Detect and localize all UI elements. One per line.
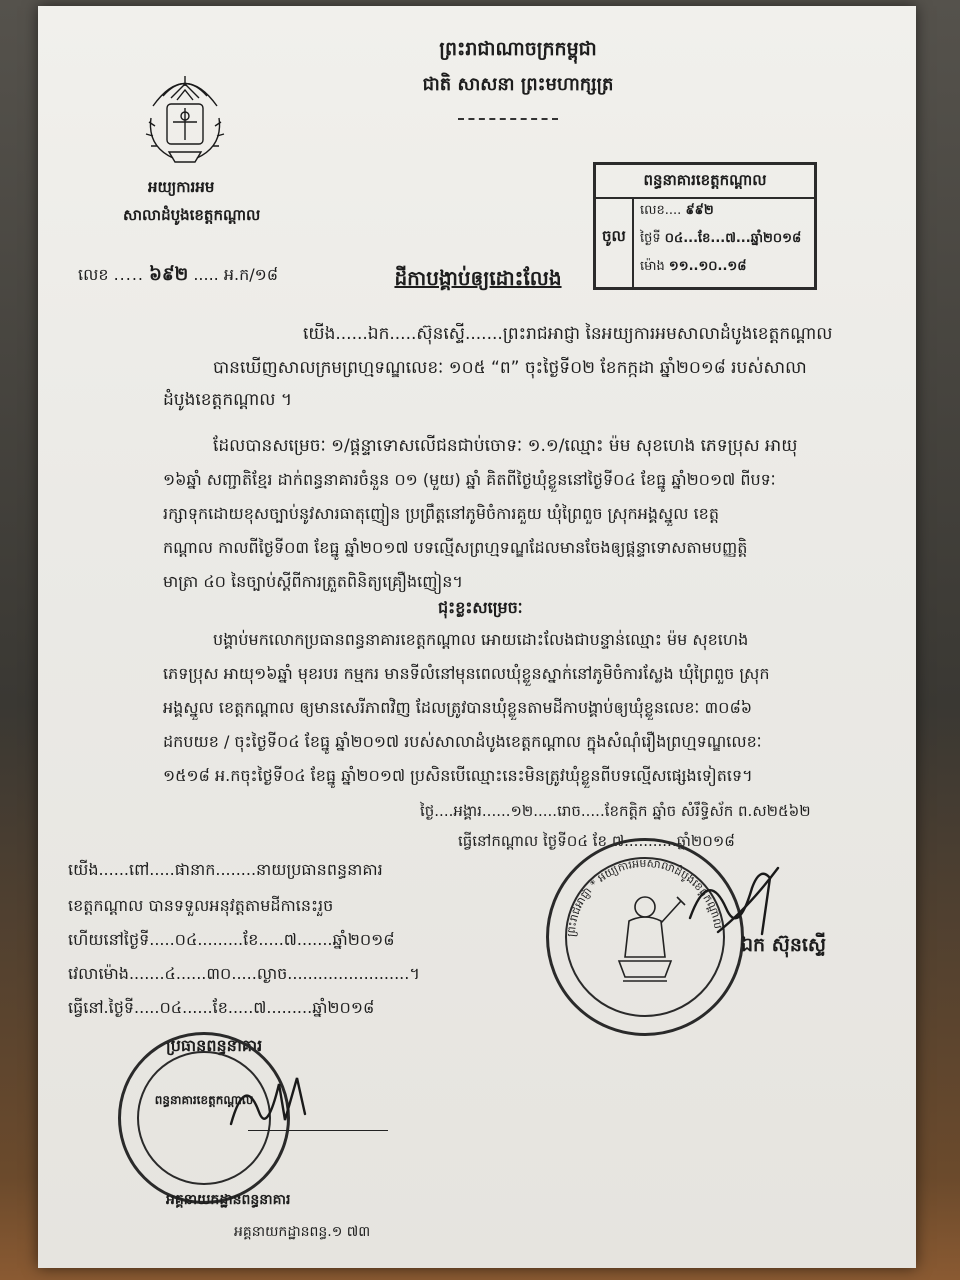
reference-label: លេខ <box>78 265 109 284</box>
receipt-number-row: លេខ.... ៩៩២ <box>640 203 714 218</box>
body-p2-line1: បានឃើញសាលក្រមព្រហ្មទណ្ឌលេខៈ ១០៥ “ព” ចុះថ្ងៃទី០២ ខែកក្កដា ឆ្នាំ២០១៨ របស់សាលា <box>213 358 807 378</box>
reference-suffix: អ.ក/១៨ <box>223 265 279 284</box>
prison-seal-text: ពន្ធនាគារខេត្តកណ្ដាល <box>154 1093 254 1107</box>
document-title: ដីកាបង្គាប់ឲ្យដោះលែង <box>394 266 562 290</box>
receipt-stamp-side-label: ចូល <box>602 227 626 245</box>
body-p3-line4: កណ្ដាល កាលពីថ្ងៃទី០៣ ខែធ្នូ ឆ្នាំ២០១៧ បទល្មើសព្រហ្មទណ្ឌដែលមានចែងឲ្យផ្ដន្ទាទោសតាមបញ្ញត្តិ <box>163 538 748 557</box>
body-p3-line1: ដែលបានសម្រេចៈ ១/ផ្ដន្ទាទោសលើជនជាប់ចោទៈ ១.១/ឈ្មោះ ម៉ម សុខហេង ភេទប្រុស អាយុ <box>213 436 798 456</box>
body-p4-line3: អង្គស្នួល ខេត្តកណ្ដាល ឲ្យមានសេរីភាពវិញ ដែលត្រូវបានឃុំខ្លួនតាមដីកាបង្គាប់ឲ្យឃុំខ្លួនលេខៈ ៣០៨៦ <box>163 698 753 717</box>
receipt-date-row: ថ្ងៃទី ០៤...ខែ...៧...ឆ្នាំ២០១៨ <box>640 231 802 246</box>
ack-line-5: ធ្វើនៅ.ថ្ងៃទី.....០៤......ខែ.....៧.........ឆ្នាំ២០១៨ <box>68 998 375 1017</box>
body-p3-line5: មាត្រា ៤០ នៃច្បាប់ស្ដីពីការត្រួតពិនិត្យគ្រឿងញៀន។ <box>163 572 463 591</box>
body-p3-line2: ១៦ឆ្នាំ សញ្ជាតិខ្មែរ ដាក់ពន្ធនាគារចំនួន ០១ (មួយ) ឆ្នាំ គិតពីថ្ងៃឃុំខ្លួននៅថ្ងៃទី០៤ ខែធ្នូ ឆ្នាំ២០១៧ ពីបទៈ <box>163 470 776 489</box>
body-p1-line1: យើង......ឯក.....ស៊ុនស្ទើ.......ព្រះរាជអាជ្ញា នៃអយ្យការអមសាលាដំបូងខេត្តកណ្ដាល <box>303 324 833 344</box>
lunar-dateline: ថ្ងៃ....អង្គារ......១២.....រោច.....ខែកត្តិក ឆ្នាំច សំរឹទ្ធិស័ក ព.ស២៥៦២ <box>420 802 811 820</box>
document-page <box>38 6 916 1268</box>
body-p4-line1: បង្គាប់មកលោកប្រធានពន្ធនាគារខេត្តកណ្ដាល អោយដោះលែងជាបន្ទាន់ឈ្មោះ ម៉ម សុខហេង <box>213 630 749 649</box>
prison-chief-signature <box>223 1064 318 1144</box>
prison-chief-title: ប្រធានពន្ធនាគារ <box>166 1036 263 1055</box>
ack-line-3: ហើយនៅថ្ងៃទី.....០៤.........ខែ.....៧.......ឆ្នាំ២០១៨ <box>68 930 395 949</box>
ack-line-1: យើង......ពៅ.....ផានាក........នាយប្រធានពន្ធនាគារ <box>68 860 383 879</box>
signatory-name: ឯក ស៊ុនស្ទើ <box>741 934 827 956</box>
office-line-2: សាលាដំបូងខេត្តកណ្ដាល <box>123 206 261 224</box>
receipt-time-row: ម៉ោង ១១..១០..១៨ <box>640 259 747 274</box>
body-p2-line2: ដំបូងខេត្តកណ្ដាល ។ <box>163 390 293 410</box>
kingdom-heading: ព្រះរាជាណាចក្រកម្ពុជា <box>439 38 597 60</box>
header-divider <box>458 118 558 120</box>
prison-footer-label: អគ្គនាយកដ្ឋានពន្ធនាគារ <box>166 1192 291 1208</box>
ack-line-2: ខេត្តកណ្ដាល បានទទួលអនុវត្តតាមដីកានេះរួច <box>68 896 334 915</box>
prison-footer-reference: អគ្គនាយកដ្ឋានពន្ធ.១ ៧៣ <box>234 1224 371 1240</box>
decision-heading: ជុះខ្លះសម្រេចៈ <box>438 598 523 617</box>
receipt-stamp-title: ពន្ធនាគារខេត្តកណ្ដាល <box>643 171 767 189</box>
body-p4-line4: ដកបយខ / ចុះថ្ងៃទី០៤ ខែធ្នូ ឆ្នាំ២០១៧ របស់សាលាដំបូងខេត្តកណ្ដាល ក្នុងសំណុំរឿងព្រហ្មទណ្ឌលេខៈ <box>163 732 762 751</box>
motto-heading: ជាតិ សាសនា ព្រះមហាក្សត្រ <box>422 74 614 95</box>
ministry-emblem-icon <box>133 66 238 176</box>
body-p4-line5: ១៥១៨ អ.កចុះថ្ងៃទី០៤ ខែធ្នូ ឆ្នាំ២០១៧ ប្រសិនបើឈ្មោះនេះមិនត្រូវឃុំខ្លួនពីបទល្មើសផ្សេងទៀតទេ។ <box>163 766 753 785</box>
ack-line-4: វេលាម៉ោង.......៤......៣០.....ល្ងាច........................។ <box>68 964 420 983</box>
svg-text:ព្រះរាជអាជ្ញា * អយ្យការអមសាលាដ: ព្រះរាជអាជ្ញា * អយ្យការអមសាលាដំបូងខេត្តកណ្ដាល <box>564 856 725 938</box>
reference-handwritten-number: ៦៩២ <box>149 264 189 285</box>
prosecutor-signature <box>678 848 788 944</box>
solar-dateline: ធ្វើនៅកណ្ដាល ថ្ងៃទី០៤ ខែ ៧...........ឆ្នាំ២០១៨ <box>458 832 735 850</box>
office-line-1: អយ្យការអម <box>148 178 215 196</box>
reference-number: លេខ ..... ៦៩២ ..... អ.ក/១៨ <box>78 264 279 285</box>
body-p3-line3: រក្សាទុកដោយខុសច្បាប់នូវសារធាតុញៀន ប្រព្រឹត្តនៅភូមិចំការគួយ ឃុំព្រៃពួច ស្រុកអង្គស្នួល ខេត្ត <box>163 504 719 523</box>
signature-line <box>248 1130 388 1131</box>
body-p4-line2: ភេទប្រុស អាយុ១៦ឆ្នាំ មុខរបរ កម្មករ មានទីលំនៅមុនពេលឃុំខ្លួនស្នាក់នៅភូមិចំការស្លែង ឃុំព្រៃពួច ស្រុក <box>163 664 770 683</box>
